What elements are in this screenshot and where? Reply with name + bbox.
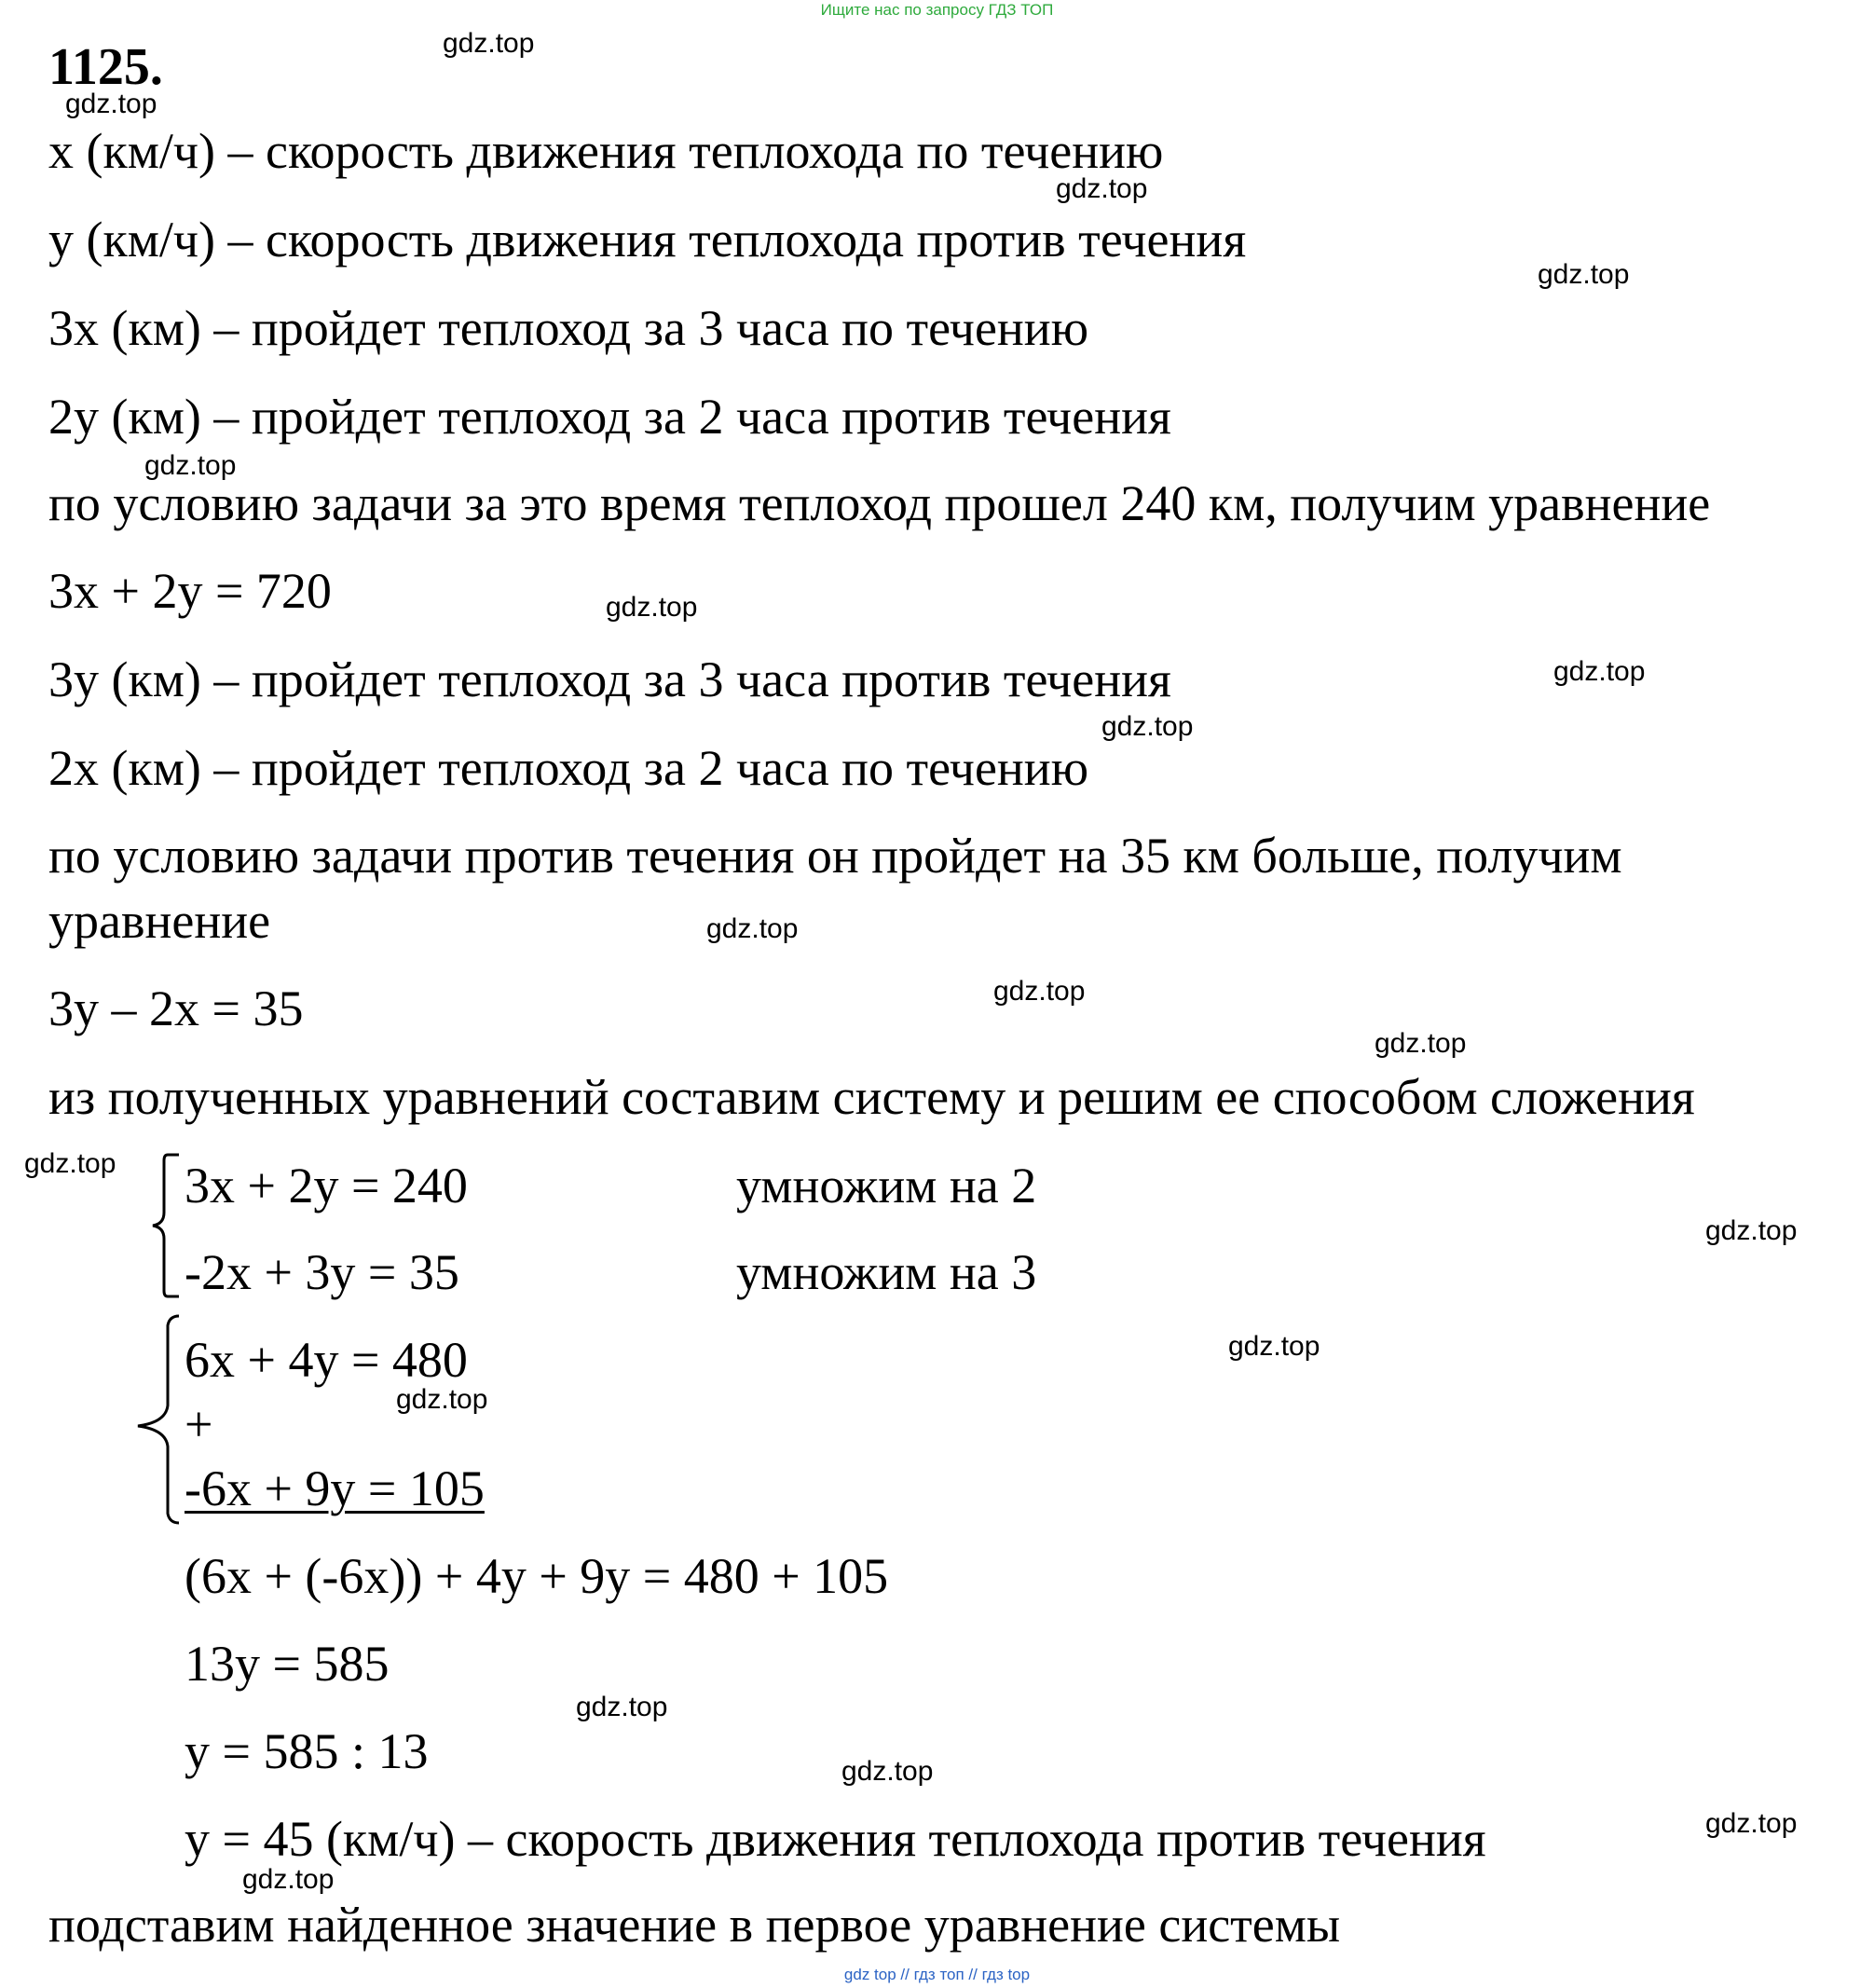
system-brace-2	[132, 1312, 188, 1527]
watermark: gdz.top	[1375, 1028, 1467, 1059]
equation-1: 3x + 2y = 720	[48, 563, 332, 619]
watermark: gdz.top	[1538, 259, 1630, 290]
step-1: (6x + (-6x)) + 4y + 9y = 480 + 105	[185, 1548, 889, 1604]
watermark: gdz.top	[841, 1756, 934, 1787]
watermark: gdz.top	[1705, 1215, 1798, 1246]
watermark: gdz.top	[1553, 656, 1646, 687]
final-line: подставим найденное значение в первое уравнение системы	[48, 1897, 1341, 1953]
text-line-1: x (км/ч) – скорость движения теплохода по течению	[48, 123, 1164, 179]
equation-2: 3y – 2x = 35	[48, 980, 304, 1036]
watermark: gdz.top	[1101, 711, 1194, 742]
text-line-4: 2y (км) – пройдет теплоход за 2 часа против течения	[48, 389, 1171, 445]
system1-eq1: 3x + 2y = 240	[185, 1158, 468, 1213]
system2-eq1: 6x + 4y = 480	[185, 1332, 468, 1388]
problem-number: 1125.	[48, 38, 163, 96]
system2-plus: +	[185, 1396, 213, 1452]
footer-links: gdz top // гдз топ // гдз top	[843, 1966, 1031, 1983]
text-line-9: уравнение	[48, 893, 271, 949]
system1-eq1-note: умножим на 2	[736, 1158, 1037, 1213]
step-4: y = 45 (км/ч) – скорость движения теплохода против течения	[185, 1811, 1486, 1867]
text-line-7: 2x (км) – пройдет теплоход за 2 часа по течению	[48, 740, 1089, 796]
watermark: gdz.top	[24, 1148, 116, 1179]
watermark: gdz.top	[396, 1384, 488, 1415]
step-2: 13y = 585	[185, 1636, 390, 1692]
system-brace-1	[140, 1151, 186, 1300]
text-line-10: из полученных уравнений составим систему и решим ее способом сложения	[48, 1069, 1695, 1125]
watermark: gdz.top	[606, 592, 698, 623]
watermark: gdz.top	[706, 913, 799, 944]
watermark: gdz.top	[1228, 1331, 1320, 1362]
watermark: gdz.top	[443, 28, 535, 59]
system1-eq2: -2x + 3y = 35	[185, 1244, 459, 1300]
text-line-8: по условию задачи против течения он пройдет на 35 км больше, получим	[48, 828, 1622, 884]
watermark: gdz.top	[1056, 173, 1148, 204]
watermark: gdz.top	[242, 1864, 335, 1895]
system1-eq2-note: умножим на 3	[736, 1244, 1037, 1300]
watermark: gdz.top	[1705, 1808, 1798, 1839]
text-line-6: 3y (км) – пройдет теплоход за 3 часа против течения	[48, 651, 1171, 707]
system2-eq2: -6x + 9y = 105	[185, 1460, 485, 1516]
watermark: gdz.top	[576, 1692, 668, 1722]
text-line-2: y (км/ч) – скорость движения теплохода против течения	[48, 212, 1247, 267]
watermark: gdz.top	[65, 89, 157, 119]
top-banner: Ищите нас по запросу ГДЗ ТОП	[820, 1, 1054, 19]
step-3: y = 585 : 13	[185, 1723, 429, 1779]
watermark: gdz.top	[144, 450, 237, 481]
watermark: gdz.top	[993, 976, 1086, 1007]
text-line-3: 3x (км) – пройдет теплоход за 3 часа по течению	[48, 300, 1089, 356]
text-line-5: по условию задачи за это время теплоход прошел 240 км, получим уравнение	[48, 475, 1711, 531]
